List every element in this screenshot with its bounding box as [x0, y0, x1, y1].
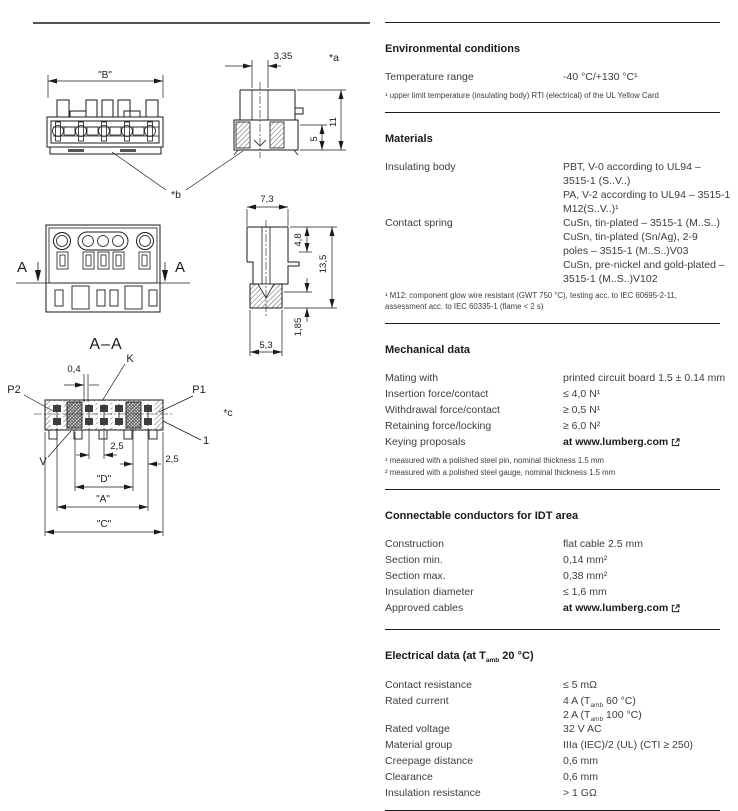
spec-row [385, 769, 720, 785]
footnote: ¹ measured with a polished steel pin, nominal thickness 1.5 mm [385, 456, 604, 465]
value-line: 3515-1 (S..V..) [563, 175, 631, 187]
section-view [7, 353, 232, 536]
spec-row [385, 536, 720, 552]
divider [385, 112, 720, 113]
spec-value: 0,38 mm² [563, 570, 608, 582]
section-conductors [385, 510, 720, 616]
divider [385, 489, 720, 490]
spec-label: Material group [385, 739, 453, 751]
section-title-materials: Materials [385, 133, 433, 145]
dim-135-label: 13,5 [318, 254, 329, 274]
spec-value: ≤ 4,0 N¹ [563, 388, 601, 400]
section-electrical [385, 650, 720, 801]
technical-drawing-panel [0, 0, 380, 600]
spec-label: Section max. [385, 570, 446, 582]
ref-p1-label: P1 [192, 384, 206, 396]
dim-185-label: 1,85 [293, 317, 304, 337]
ref-k-label: K [126, 353, 134, 365]
spec-row [385, 584, 720, 600]
link-text: at www.lumberg.com [563, 602, 669, 614]
ref-star-c-label: *c [223, 407, 233, 419]
spec-row [385, 159, 731, 215]
spec-row [385, 737, 720, 753]
dim-D-label: "D" [96, 474, 112, 485]
value-line: 4 A ($T_{amb}$ 60 °C) [563, 695, 636, 710]
dim-73-label: 7,3 [260, 194, 274, 205]
ref-star-a-label: *a [329, 52, 339, 64]
spec-value: > 1 GΩ [563, 787, 597, 799]
value-line: CuSn, tin-plated – 3515-1 (M..S..) [563, 217, 720, 229]
spec-label: Insulating body [385, 161, 456, 173]
spec-label: Construction [385, 538, 444, 550]
spec-label: Approved cables [385, 602, 464, 614]
spec-value: ≥ 6,0 N² [563, 420, 601, 432]
spec-value: -40 °C/+130 °C¹ [563, 71, 638, 83]
spec-label: Rated current [385, 695, 449, 707]
spec-row [385, 693, 720, 724]
spec-value: ≥ 0,5 N¹ [563, 404, 601, 416]
keying-proposals-link[interactable] [563, 434, 680, 450]
spec-label: Contact resistance [385, 679, 472, 691]
link-text: at www.lumberg.com [563, 436, 669, 448]
ref-v-label: V [39, 456, 47, 468]
top-view [16, 225, 190, 353]
spec-label: Contact spring [385, 217, 453, 229]
spec-row [385, 215, 725, 285]
ref-star-b-label: *b [171, 189, 181, 201]
external-link-icon [671, 438, 680, 447]
section-title-conductors: Connectable conductors for IDT area [385, 510, 579, 522]
dim-A-label: "A" [96, 494, 110, 505]
value-line: M12(S..V..)¹ [563, 203, 619, 215]
spec-label: Creepage distance [385, 755, 474, 767]
dim-C-label: "C" [96, 519, 112, 530]
spec-label: Section min. [385, 554, 443, 566]
spec-row [385, 552, 720, 568]
spec-value [563, 159, 730, 215]
value-line: CuSn, tin-plated (Sn/Ag), 2-9 [563, 231, 698, 243]
spec-label: Rated voltage [385, 723, 450, 735]
spec-label: Keying proposals [385, 436, 466, 448]
section-mechanical [385, 344, 726, 478]
spec-value: 0,14 mm² [563, 554, 608, 566]
value-line: poles – 3515-1 (M..S..)V03 [563, 245, 689, 257]
dim-5-label: 5 [309, 136, 320, 142]
spec-label: Mating with [385, 372, 439, 384]
spec-value: ≤ 1,6 mm [563, 586, 607, 598]
section-title-environmental: Environmental conditions [385, 43, 521, 55]
dim-25a-label: 2,5 [110, 441, 124, 452]
section-title-mechanical: Mechanical data [385, 344, 470, 356]
front-view [47, 70, 163, 154]
external-link-icon [671, 604, 680, 613]
spec-row [385, 721, 720, 737]
value-line: PA, V-2 according to UL94 – 3515-1 [563, 189, 731, 201]
spec-label: Insulation resistance [385, 787, 481, 799]
spec-value: IIIa (IEC)/2 (UL) (CTI ≥ 250) [563, 739, 694, 751]
spec-label: Withdrawal force/contact [385, 404, 500, 416]
divider [385, 22, 720, 23]
value-line: 2 A ($T_{amb}$ 100 °C) [563, 709, 642, 724]
spec-value [563, 434, 680, 450]
spec-row [385, 370, 726, 386]
spec-row [385, 600, 720, 616]
dim-48-label: 4,8 [293, 233, 304, 247]
section-materials [385, 133, 731, 312]
dim-04-label: 0,4 [67, 364, 81, 375]
spec-row [385, 753, 720, 769]
spec-value: printed circuit board 1.5 ± 0.14 mm [563, 372, 726, 384]
divider [385, 629, 720, 630]
spec-row [385, 386, 720, 402]
section-title-label: A–A [89, 336, 123, 353]
ref-p2-label: P2 [7, 384, 21, 396]
dim-11-label: 11 [328, 117, 339, 127]
spec-label: Retaining force/locking [385, 420, 492, 432]
approved-cables-link[interactable] [563, 600, 680, 616]
spec-label: Insertion force/contact [385, 388, 489, 400]
ref-1-label: 1 [202, 435, 210, 447]
spec-label: Temperature range [385, 71, 474, 83]
spec-row [385, 677, 720, 693]
value-line: CuSn, pre-nickel and gold-plated – [563, 259, 725, 271]
connector-technical-drawing [0, 0, 380, 600]
value-line: PBT, V-0 according to UL94 – [563, 161, 701, 173]
spec-value [563, 215, 725, 285]
section-environmental [385, 43, 720, 101]
spec-value [563, 600, 680, 616]
spec-value: 32 V AC [563, 723, 602, 735]
spec-row [385, 785, 720, 801]
spec-row [385, 434, 720, 450]
footnote: ¹ M12: component glow wire resistant (GWT 750 °C), testing acc. to IEC 60695-2-11, assessment acc. to IEC 60335-1 (flame < 2 s) [385, 291, 677, 311]
dim-25b-label: 2,5 [165, 454, 179, 465]
section-arrow-a-left: A [16, 259, 28, 276]
spec-row [385, 568, 720, 584]
spec-value: ≤ 5 mΩ [563, 679, 598, 691]
spec-row [385, 69, 720, 85]
divider [385, 323, 720, 324]
spec-row [385, 402, 720, 418]
section-arrow-a-right: A [174, 259, 186, 276]
footnote: ² measured with a polished steel gauge, nominal thickness 1.5 mm [385, 468, 616, 477]
spec-label: Clearance [385, 771, 433, 783]
spec-label: Insulation diameter [385, 586, 474, 598]
section-title-electrical: Electrical data (at $T_{amb}$ 20 °C) [385, 650, 534, 665]
dim-53-label: 5,3 [259, 340, 273, 351]
spec-value: flat cable 2.5 mm [563, 538, 643, 550]
spec-value [563, 693, 642, 724]
spec-value: 0,6 mm [563, 771, 599, 783]
spec-value: 0,6 mm [563, 755, 599, 767]
spec-row [385, 418, 720, 434]
dim-335-label: 3,35 [273, 51, 293, 62]
side-view-middle [247, 194, 337, 356]
footnote: ¹ upper limit temperature (insulating body) RTI (electrical) of the UL Yellow Card [385, 91, 659, 100]
value-line: 3515-1 (M..S..)V102 [563, 273, 658, 285]
dim-B-label: "B" [98, 70, 112, 81]
spec-panel [385, 0, 731, 811]
